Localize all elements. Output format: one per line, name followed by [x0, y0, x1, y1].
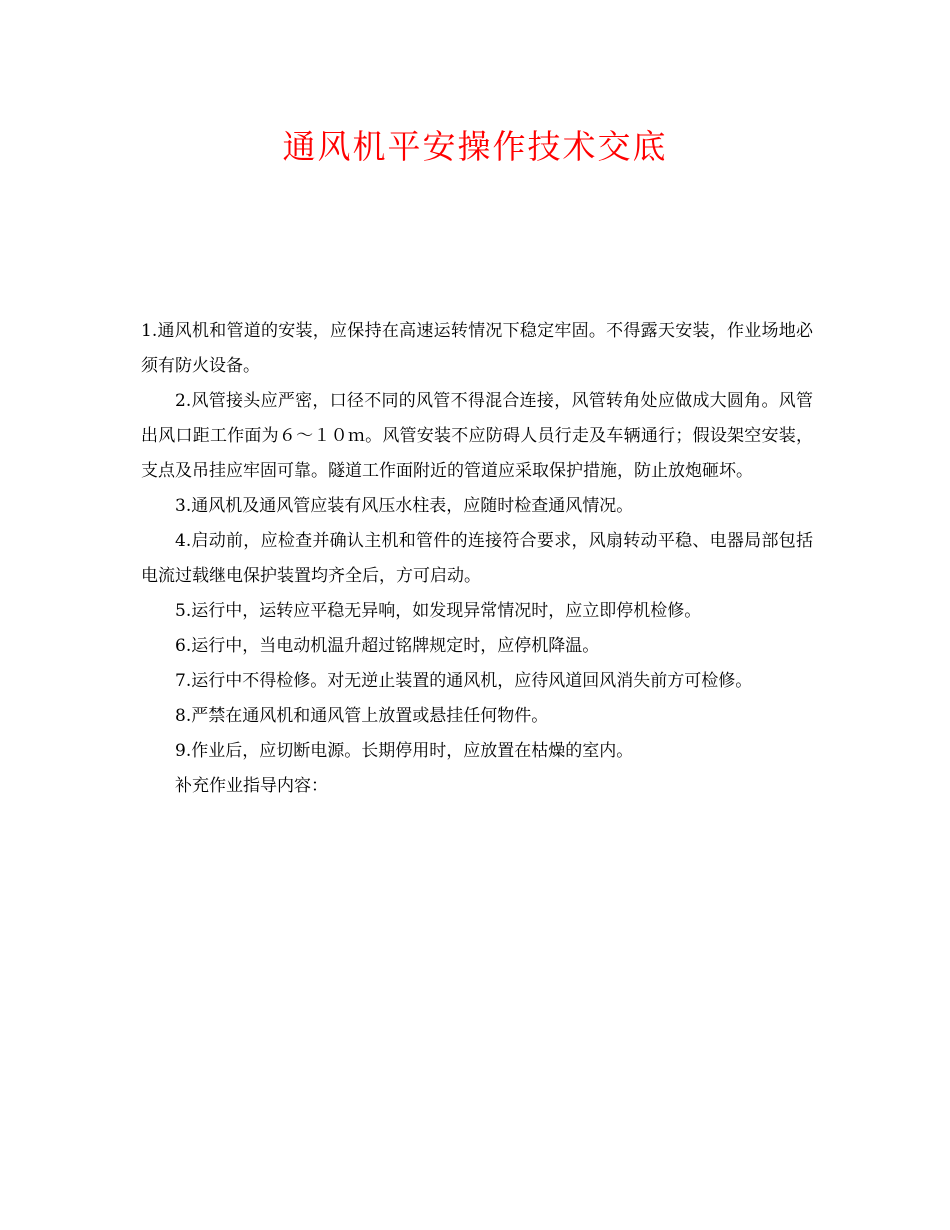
paragraph-8: 8.严禁在通风机和通风管上放置或悬挂任何物件。 [175, 706, 549, 726]
paragraph-1: 1.通风机和管道的安装，应保持在高速运转情况下稳定牢固。不得露天安装，作业场地必须有防火设备。 [141, 321, 813, 376]
paragraph-7: 7.运行中不得检修。对无逆止装置的通风机，应待风道回风消失前方可检修。 [175, 671, 753, 691]
paragraph-3: 3.通风机及通风管应装有风压水柱表，应随时检查通风情况。 [175, 496, 634, 516]
paragraph-5: 5.运行中，运转应平稳无异响，如发现异常情况时，应立即停机检修。 [175, 601, 702, 621]
paragraph-4: 4.启动前，应检查并确认主机和管件的连接符合要求，风扇转动平稳、电器局部包括电流过载继电保护装置均齐全后，方可启动。 [141, 531, 813, 586]
paragraph-9: 9.作业后，应切断电源。长期停用时，应放置在枯燥的室内。 [175, 741, 634, 761]
document-body [141, 314, 813, 804]
paragraph-6: 6.运行中，当电动机温升超过铭牌规定时，应停机降温。 [175, 636, 600, 656]
supplement-heading: 补充作业指导内容： [175, 776, 328, 796]
document-title: 通风机平安操作技术交底 [282, 127, 668, 166]
paragraph-2: 2.风管接头应严密，口径不同的风管不得混合连接，风管转角处应做成大圆角。风管出风口距工作面为６～１０ｍ。风管安装不应防碍人员行走及车辆通行；假设架空安装，支点及吊挂应牢固可靠。隧道工作面附近的管道应采取保护措施，防止放炮砸坏。 [141, 391, 813, 481]
